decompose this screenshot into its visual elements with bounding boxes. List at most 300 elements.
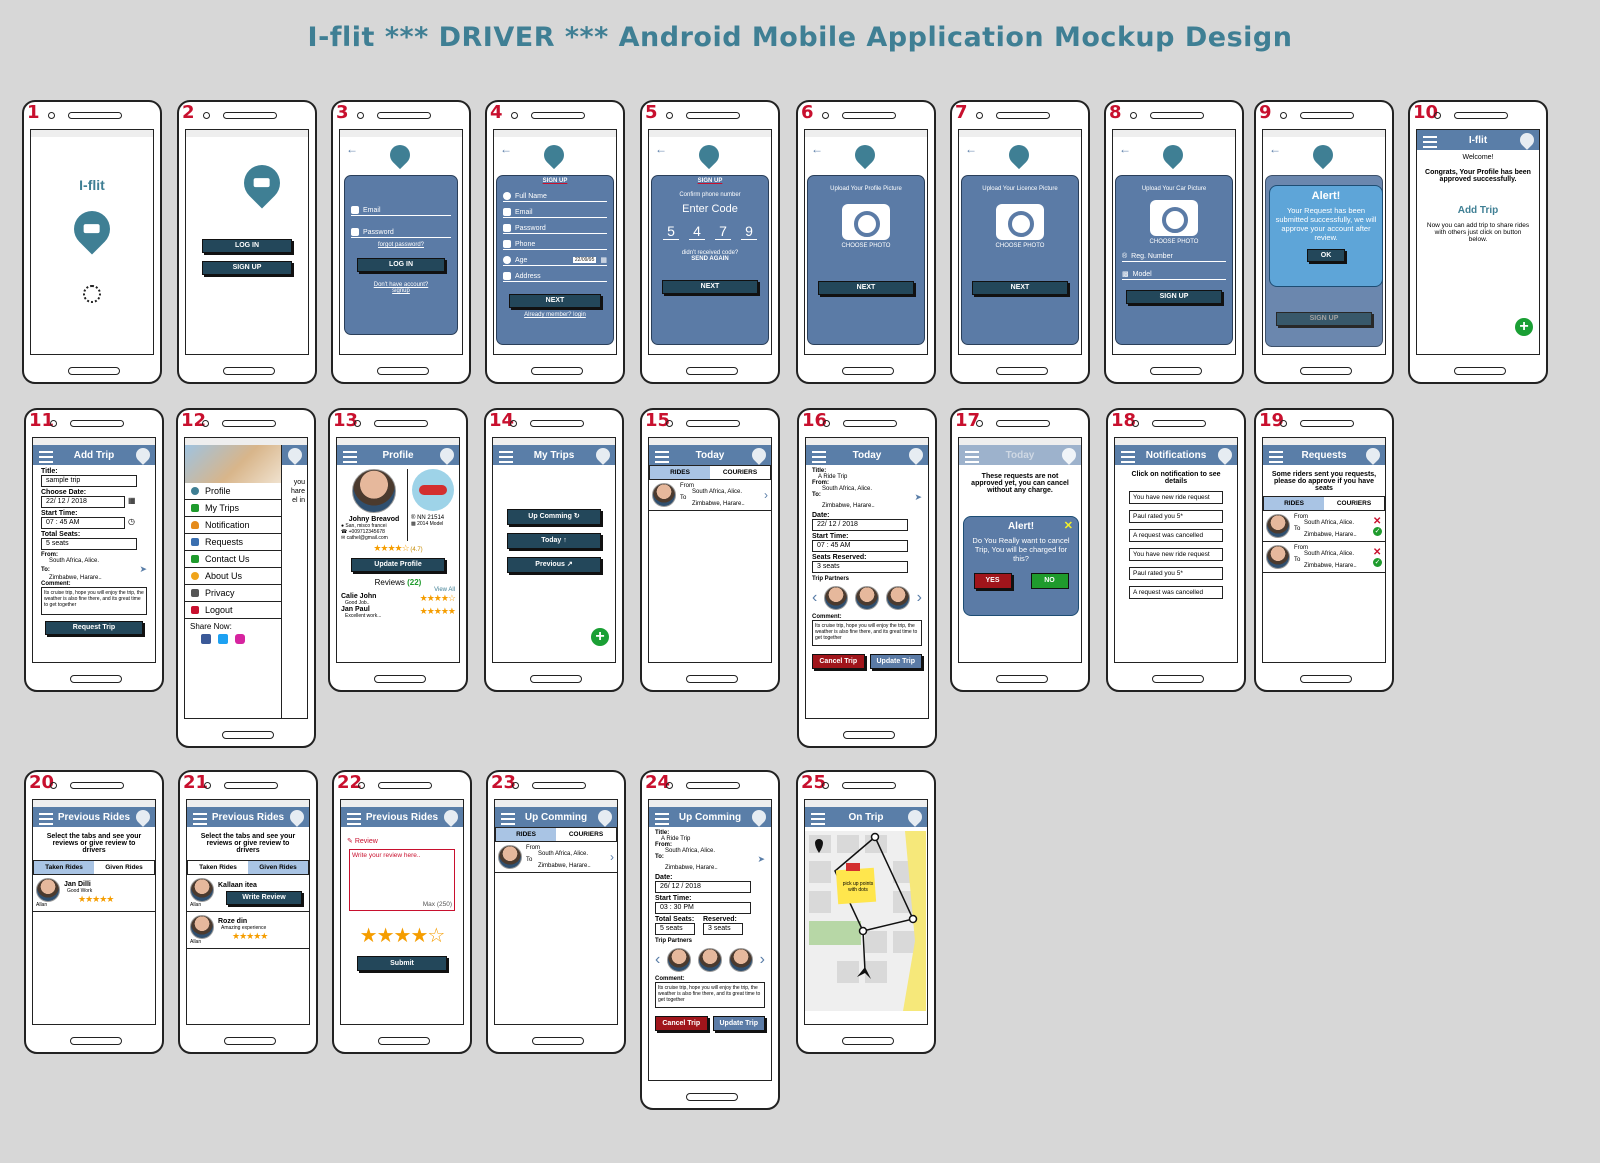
choose-photo-button[interactable]: CHOOSE PHOTO (1149, 239, 1199, 245)
review-text: Good Job.. (345, 600, 370, 606)
next-button[interactable]: NEXT (972, 281, 1068, 295)
phone-welcome (177, 100, 317, 384)
intro-text: Select the tabs and see your reviews or give review to drivers (46, 833, 142, 854)
logo-icon (1215, 445, 1235, 465)
title-value: A Ride Trip (661, 836, 691, 842)
phone-write-review (332, 770, 472, 1054)
screen-number: 17 (955, 410, 981, 431)
from-value: South Africa, Alice. (49, 558, 100, 564)
phone-upload-car (1104, 100, 1244, 384)
refresh-icon: ↻ (573, 513, 580, 520)
time-label: Start Time: (812, 533, 849, 540)
rides-tabs (187, 860, 309, 875)
alert-text: Your Request has been submitted successfully, we will approve your account after review. (1275, 206, 1377, 242)
welcome-text: Welcome! (1462, 154, 1494, 161)
back-arrow-icon[interactable]: ← (965, 142, 977, 156)
intro-text: Select the tabs and see your reviews or give review to drivers (200, 833, 296, 854)
upload-card (1115, 175, 1233, 345)
request-trip-button[interactable]: Request Trip (45, 621, 143, 635)
phone-icon: ☎ (341, 529, 348, 535)
lock-icon (503, 224, 511, 232)
avatar[interactable] (667, 948, 691, 972)
phone-splash (22, 100, 162, 384)
next-button[interactable]: NEXT (818, 281, 914, 295)
screen-number: 23 (491, 772, 517, 793)
avatar[interactable] (855, 586, 879, 610)
screen-number: 3 (336, 102, 349, 123)
age-field[interactable]: Age 22/09/95 ▦ (503, 256, 607, 266)
title-label: Title: (655, 830, 670, 836)
comment-value: Its cruise trip, hope you will enjoy the trip, the weather is also fine there, and its great time to get together (655, 982, 765, 1008)
phone-add-trip (24, 408, 164, 692)
signup-button[interactable]: SIGN UP (202, 261, 292, 275)
alert-title: Alert! (1007, 521, 1035, 532)
partners-label: Trip Partners (812, 576, 850, 582)
notification-item[interactable]: You have new ride request (1129, 548, 1223, 561)
navigate-icon[interactable]: ➤ (139, 564, 147, 574)
update-profile-button[interactable]: Update Profile (351, 558, 445, 572)
code-input[interactable]: 5 4 7 9 (658, 223, 762, 240)
signup-button[interactable]: SIGN UP (1126, 290, 1222, 304)
back-arrow-icon[interactable]: ← (346, 142, 358, 156)
add-trip-plus-icon[interactable]: + (591, 628, 609, 646)
email-field[interactable]: Email (351, 206, 451, 216)
date-value: 22/ 12 / 2018 (812, 519, 908, 531)
menu-item-logout[interactable]: Logout (185, 602, 281, 619)
comment-value: Its cruise trip, hope you will enjoy the trip, the weather is also fine there, and its great time to get together (812, 620, 922, 646)
page-title: I-flit *** DRIVER *** Android Mobile Application Mockup Design (307, 22, 1293, 53)
logo-pin-icon (695, 141, 723, 169)
partners-label: Trip Partners (655, 938, 693, 944)
screen-number: 6 (801, 102, 814, 123)
phone-upload-profile (796, 100, 936, 384)
phone-icon (503, 240, 511, 248)
driver-location: San, misco francei (345, 523, 387, 529)
back-arrow-icon[interactable]: ← (1269, 142, 1281, 156)
review-name: Jan Paul (341, 606, 370, 613)
screen-number: 14 (489, 410, 515, 431)
notification-item[interactable]: A request was cancelled (1129, 529, 1223, 542)
mail-icon (351, 206, 359, 214)
alert-dialog (963, 516, 1079, 616)
menu-icon[interactable] (501, 813, 515, 825)
tab-taken-rides[interactable]: Taken Rides (199, 864, 237, 871)
info-text: These requests are not approved yet, you can cancel without any charge. (971, 473, 1069, 494)
driver-avatar (352, 469, 396, 513)
yes-button[interactable]: YES (974, 573, 1012, 589)
tab-rides[interactable]: RIDES (650, 466, 710, 479)
edit-icon: ✎ (347, 838, 353, 845)
back-arrow-icon[interactable]: ← (1119, 142, 1131, 156)
password-field[interactable]: Password (503, 224, 607, 234)
close-icon[interactable]: ✕ (1063, 520, 1073, 532)
review-stars: ★★★★★ (78, 894, 114, 904)
notification-item[interactable]: Paul rated you 5* (1129, 510, 1223, 523)
phone-login (331, 100, 471, 384)
screen-header: I-flit (1468, 134, 1488, 146)
already-member-link[interactable]: Already member? login (524, 312, 586, 318)
menu-icon[interactable] (39, 451, 53, 463)
menu-item-contact[interactable]: Contact Us (185, 551, 281, 568)
time-value: 07 : 45 AM (812, 540, 908, 552)
car-model: 2014 Model (417, 521, 444, 527)
phone-signup (485, 100, 625, 384)
reviewer-name: Jan Dilli (64, 881, 91, 888)
chevron-right-icon[interactable]: › (916, 589, 922, 606)
clock-icon[interactable]: ◷ (128, 517, 135, 526)
avatar[interactable] (729, 948, 753, 972)
review-textarea[interactable]: Write your review here.. Max (250) (349, 849, 455, 911)
phone-profile (328, 408, 468, 692)
time-label: Start Time: (41, 510, 78, 517)
phone-previous-given (178, 770, 318, 1054)
screen-number: 18 (1111, 410, 1137, 431)
title-label: Title: (812, 468, 827, 474)
avatar (1266, 514, 1290, 538)
menu-icon[interactable] (499, 451, 513, 463)
logo-icon (906, 445, 926, 465)
car-image (412, 469, 454, 511)
screen-number: 20 (29, 772, 55, 793)
avatar[interactable] (886, 586, 910, 610)
total-seats-value: 5 seats (655, 923, 695, 935)
tab-couriers[interactable]: COURIERS (722, 469, 758, 476)
to-label: To: (41, 566, 50, 573)
notification-item[interactable]: You have new ride request (1129, 491, 1223, 504)
back-arrow-icon[interactable]: ← (655, 142, 667, 156)
user-icon (191, 487, 199, 495)
background-peek: you hare el in (290, 479, 305, 504)
phone-upcoming-list (486, 770, 626, 1054)
review-text: Amazing experience (221, 925, 267, 931)
screen-header: Notifications (1145, 449, 1207, 461)
menu-icon[interactable] (655, 451, 669, 463)
menu-item-my-trips[interactable]: My Trips (185, 500, 281, 517)
location-icon: ● (341, 523, 345, 529)
screen-number: 4 (490, 102, 503, 123)
navigate-icon[interactable]: ➤ (914, 492, 922, 502)
logo-icon (1363, 445, 1383, 465)
screen-number: 25 (801, 772, 827, 793)
time-label: Start Time: (655, 895, 692, 902)
to-value: Zimbabwe, Harare.. (822, 503, 875, 509)
cancel-trip-button[interactable]: Cancel Trip (812, 654, 865, 669)
driver-email: cathel@gmail.com (346, 535, 388, 541)
review-stars: ★★★★☆ (419, 593, 455, 603)
login-button[interactable]: LOG IN (202, 239, 292, 253)
upload-card (961, 175, 1079, 345)
screen-number: 24 (645, 772, 671, 793)
screen-number: 8 (1109, 102, 1122, 123)
update-trip-button[interactable]: Update Trip (870, 654, 923, 669)
write-review-button[interactable]: Write Review (226, 891, 302, 905)
forgot-password-link[interactable]: forgot password? (377, 242, 425, 248)
not-received-text: didn't received code? (681, 250, 739, 256)
signup-button-disabled: SIGN UP (1276, 312, 1372, 326)
no-button[interactable]: NO (1031, 573, 1069, 589)
back-arrow-icon[interactable]: ← (500, 142, 512, 156)
signup-card (496, 175, 614, 345)
menu-item-requests[interactable]: Requests (185, 534, 281, 551)
request-item: From South Africa, Alice. To Zimbabwe, Harare.. ✕ ✓ (1263, 511, 1385, 542)
cancel-trip-button[interactable]: Cancel Trip (655, 1016, 708, 1031)
screen-header: On Trip (848, 811, 884, 823)
menu-icon[interactable] (965, 451, 979, 463)
menu-item-privacy[interactable]: Privacy (185, 585, 281, 602)
menu-icon[interactable] (39, 813, 53, 825)
address-icon (503, 272, 511, 280)
upload-card (807, 175, 925, 345)
ride-tabs (1263, 496, 1385, 511)
next-button[interactable]: NEXT (509, 294, 601, 308)
upcoming-button[interactable]: Up Comming ↻ (507, 509, 601, 525)
menu-icon[interactable] (811, 813, 825, 825)
chevron-left-icon[interactable]: ‹ (655, 951, 661, 968)
phone-today-details (797, 408, 937, 748)
reserved-value: 3 seats (703, 923, 743, 935)
approve-icon[interactable]: ✓ (1374, 559, 1381, 566)
date-label: Choose Date: (41, 489, 87, 496)
navigate-icon[interactable]: ➤ (757, 854, 765, 864)
time-input[interactable]: 07 : 45 AM (41, 517, 125, 529)
signup-link[interactable]: signup (392, 288, 410, 294)
reg-number-field[interactable]: ® Reg. Number (1122, 253, 1226, 262)
upload-label: Upload Your Profile Picture (830, 186, 902, 192)
instagram-icon[interactable] (235, 634, 245, 644)
reject-icon[interactable]: ✕ (1373, 516, 1382, 527)
chevron-right-icon[interactable]: › (759, 951, 765, 968)
logo-pin-icon (1309, 141, 1337, 169)
logo-icon (749, 445, 769, 465)
logo-pin-icon (386, 141, 414, 169)
screen-header: Today (852, 449, 882, 461)
camera-icon[interactable] (1150, 200, 1198, 236)
phone-my-trips (484, 408, 624, 692)
update-trip-button[interactable]: Update Trip (713, 1016, 766, 1031)
screen-header: Profile (382, 449, 414, 461)
tab-given-rides[interactable]: Given Rides (105, 864, 143, 871)
address-field[interactable]: Address (503, 272, 607, 282)
menu-item-notification[interactable]: Notification (185, 517, 281, 534)
next-button[interactable]: NEXT (662, 280, 758, 294)
signup-title: SIGN UP (542, 178, 568, 184)
full-name-field[interactable]: Full Name (503, 192, 607, 202)
menu-item-about[interactable]: About Us (185, 568, 281, 585)
twitter-icon[interactable] (218, 634, 228, 644)
review-item: Allan Kallaan itea Write Review (187, 875, 309, 912)
menu-icon[interactable] (1423, 136, 1437, 148)
review-stars: ★★★★★ (232, 931, 268, 941)
comment-label: Comment: (812, 614, 842, 620)
send-again-link[interactable]: SEND AGAIN (691, 256, 729, 262)
intro-text: Some riders sent you requests, please do approve if you have seats (1271, 471, 1377, 492)
login-button[interactable]: LOG IN (357, 258, 445, 272)
choose-photo-button[interactable]: CHOOSE PHOTO (995, 243, 1045, 249)
swap-icon (191, 538, 199, 546)
info-icon (191, 572, 199, 580)
review-label: Review (354, 838, 378, 845)
screen-number: 15 (645, 410, 671, 431)
to-value: Zimbabwe, Harare.. (49, 575, 102, 581)
menu-icon[interactable] (343, 451, 357, 463)
camera-icon[interactable] (842, 204, 890, 240)
submit-button[interactable]: Submit (357, 956, 447, 971)
menu-icon[interactable] (193, 813, 207, 825)
calendar-icon[interactable]: ▦ (600, 257, 607, 264)
list-item[interactable]: From South Africa, Alice. To Zimbabwe, Harare.. › (649, 480, 771, 511)
screen-header: Requests (1301, 449, 1347, 461)
screen-number: 22 (337, 772, 363, 793)
chevron-left-icon[interactable]: ‹ (812, 589, 818, 606)
logo-icon (595, 807, 615, 827)
camera-icon[interactable] (996, 204, 1044, 240)
logo-pin-icon (1159, 141, 1187, 169)
screen-number: 5 (645, 102, 658, 123)
screen-number: 2 (182, 102, 195, 123)
seats-input[interactable]: 5 seats (41, 538, 137, 550)
list-icon (191, 504, 199, 512)
phone-field[interactable]: Phone (503, 240, 607, 250)
total-seats-label: Total Seats: (655, 916, 695, 923)
phone-previous-taken (24, 770, 164, 1054)
upload-label: Upload Your Car Picture (1141, 186, 1207, 192)
facebook-icon[interactable] (201, 634, 211, 644)
review-stars: ★★★★★ (419, 606, 455, 616)
date-label: Date: (655, 874, 673, 881)
chevron-right-icon[interactable]: › (764, 488, 768, 502)
screen-number: 7 (955, 102, 968, 123)
menu-icon[interactable] (655, 813, 669, 825)
avatar (1266, 545, 1290, 569)
choose-photo-button[interactable]: CHOOSE PHOTO (841, 243, 891, 249)
tab-rides[interactable]: RIDES (1264, 497, 1324, 510)
car-plate: NN 21514 (417, 515, 445, 521)
confirm-text: Confirm phone number (679, 192, 741, 198)
car-icon: ▩ (411, 521, 416, 527)
rides-tabs (33, 860, 155, 875)
sticky-note-text: pick up points with dots (842, 881, 874, 893)
mail-icon: ✉ (341, 535, 346, 541)
reviewer-name: Roze din (218, 918, 248, 925)
comment-label: Comment: (41, 581, 71, 587)
review-text: Excellent work... (345, 613, 382, 619)
alert-dialog (1269, 185, 1383, 287)
from-label: From: (812, 480, 829, 486)
tab-given-rides[interactable]: Given Rides (248, 861, 308, 874)
today-button[interactable]: Today ↑ (507, 533, 601, 549)
screen-number: 11 (29, 410, 55, 431)
time-value: 03 : 30 PM (655, 902, 751, 914)
previous-button[interactable]: Previous ↗ (507, 557, 601, 573)
trip-map[interactable] (805, 831, 926, 1011)
tab-couriers[interactable]: COURIERS (568, 831, 604, 838)
view-all-link[interactable]: View All (434, 587, 455, 593)
date-input[interactable]: 22/ 12 / 2018 (41, 496, 125, 508)
phone-upcoming-details (640, 770, 780, 1110)
review-name: Calie John (341, 593, 377, 600)
screen-header: Today (695, 449, 725, 461)
phone-side-menu (176, 408, 316, 748)
list-item[interactable]: From South Africa, Alice. To Zimbabwe, Harare.. › (495, 842, 617, 873)
add-trip-plus-icon[interactable]: + (1515, 318, 1533, 336)
avatar[interactable] (698, 948, 722, 972)
side-drawer (185, 445, 282, 719)
password-field[interactable]: Password (351, 228, 451, 238)
request-item: From South Africa, Alice. To Zimbabwe, Harare.. ✕ ✓ (1263, 542, 1385, 573)
intro-text: Click on notification to see details (1131, 471, 1221, 485)
login-card (344, 175, 458, 335)
back-arrow-icon[interactable]: ← (811, 142, 823, 156)
menu-icon[interactable] (1121, 451, 1135, 463)
screen-header: Up Comming (678, 811, 742, 823)
logo-pin-icon (540, 141, 568, 169)
rating-stars[interactable]: ★★★★☆ (359, 925, 445, 947)
title-label: Title: (41, 468, 58, 475)
notification-item[interactable]: A request was cancelled (1129, 586, 1223, 599)
tab-couriers[interactable]: COURIERS (1336, 500, 1372, 507)
lock-icon (191, 589, 199, 597)
rating-stars: ★★★★☆ (373, 543, 409, 553)
ok-button[interactable]: OK (1307, 249, 1345, 262)
review-item: Allan Jan Dilli Good Work ★★★★★ (33, 875, 155, 912)
driver-phone: +009712345678 (348, 529, 385, 535)
ride-tabs (649, 465, 771, 480)
screen-number: 19 (1259, 410, 1285, 431)
screen-header: Up Comming (524, 811, 588, 823)
phone-verify (640, 100, 780, 384)
phone-notifications (1106, 408, 1246, 692)
to-label: To: (655, 854, 664, 860)
avatar (190, 878, 214, 902)
reject-icon[interactable]: ✕ (1373, 547, 1382, 558)
phone-today-list (640, 408, 780, 692)
share-label: Share Now: (190, 622, 232, 631)
screen-number: 10 (1413, 102, 1439, 123)
avatar (190, 915, 214, 939)
menu-icon[interactable] (812, 451, 826, 463)
menu-icon[interactable] (347, 813, 361, 825)
review-item: Allan Roze din Amazing experience ★★★★★ (187, 912, 309, 949)
menu-item-profile[interactable]: Profile (185, 483, 281, 500)
comment-input[interactable]: Its cruise trip, hope you will enjoy the trip, the weather is also fine there, and its great time to get together (41, 587, 147, 615)
ride-tabs (495, 827, 617, 842)
avatar (498, 845, 522, 869)
chevron-right-icon[interactable]: › (610, 850, 614, 864)
calendar-icon[interactable]: ▦ (128, 496, 136, 505)
phone-on-trip (796, 770, 936, 1054)
reviews-label: Reviews (374, 578, 405, 587)
menu-icon[interactable] (1269, 451, 1283, 463)
alert-title: Alert! (1311, 190, 1341, 202)
title-input[interactable]: sample trip (41, 475, 137, 487)
logo-pin-icon (67, 204, 118, 255)
tab-rides[interactable]: RIDES (496, 828, 556, 841)
tab-taken-rides[interactable]: Taken Rides (34, 861, 94, 874)
from-label: From: (41, 552, 58, 558)
user-icon (503, 192, 511, 200)
notification-item[interactable]: Paul rated you 5* (1129, 567, 1223, 580)
approve-icon[interactable]: ✓ (1374, 528, 1381, 535)
screen-header: Today (1005, 449, 1035, 461)
avatar (652, 483, 676, 507)
car-icon: ▩ (1122, 271, 1129, 278)
logo-icon (437, 445, 457, 465)
enter-code-label: Enter Code (682, 203, 738, 215)
logo-pin-icon (237, 158, 288, 209)
model-field[interactable]: ▩ Model (1122, 270, 1226, 280)
avatar[interactable] (824, 586, 848, 610)
email-field[interactable]: Email (503, 208, 607, 218)
